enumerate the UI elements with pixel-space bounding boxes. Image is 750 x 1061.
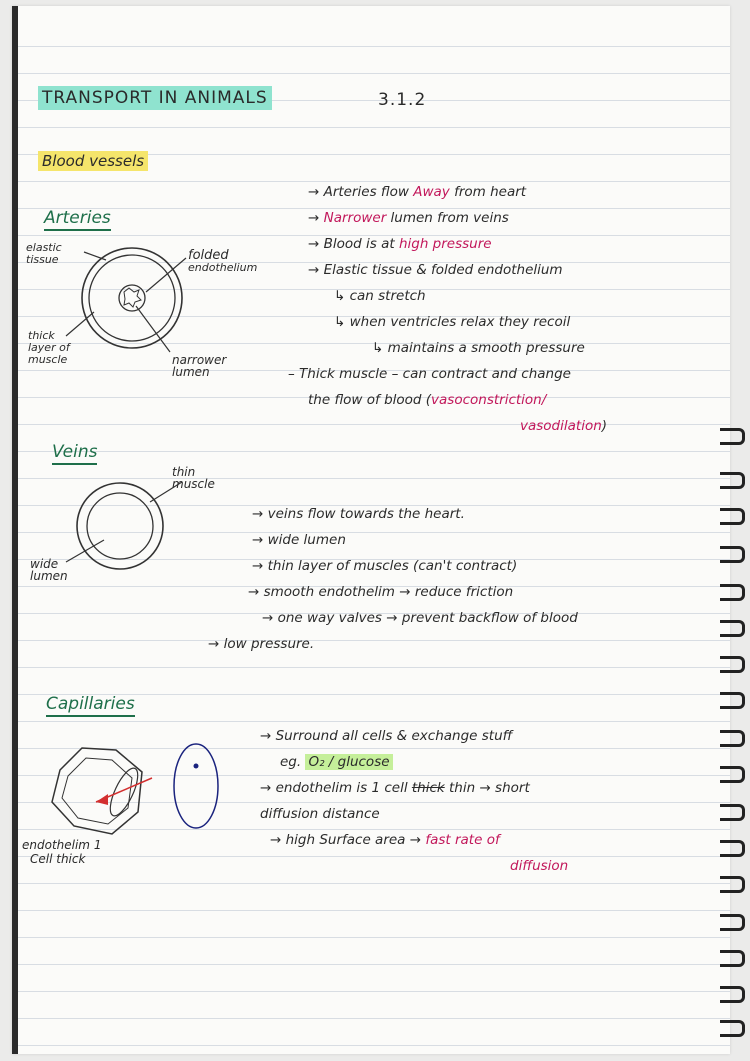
binding-ring <box>720 766 745 783</box>
capillary-note-1: → Surround all cells & exchange stuff <box>260 728 513 744</box>
label-thick-muscle: thick layer of muscle <box>28 329 70 366</box>
binding-ring <box>720 428 745 445</box>
capillary-note-4: diffusion distance <box>260 806 380 822</box>
heading-arteries: Arteries <box>44 208 111 228</box>
label-thin-muscle: thin muscle <box>172 465 215 491</box>
binding-ring <box>720 986 745 1003</box>
capillary-note-6: diffusion <box>510 858 569 874</box>
binding-ring <box>720 620 745 637</box>
capillary-diagram <box>12 6 732 1056</box>
vein-note-5: → one way valves → prevent backflow of blood <box>262 610 578 626</box>
artery-note-6: ↳ when ventricles relax they recoil <box>334 314 571 330</box>
binding-ring <box>720 876 745 893</box>
label-folded-endothelium: folded endothelium <box>188 248 258 274</box>
artery-note-7: ↳ maintains a smooth pressure <box>372 340 585 356</box>
label-wide-lumen: wide lumen <box>30 557 68 583</box>
binding-ring <box>720 656 745 673</box>
vein-note-1: → veins flow towards the heart. <box>252 506 465 522</box>
heading-veins: Veins <box>52 442 97 462</box>
artery-note-4: → Elastic tissue & folded endothelium <box>308 262 563 278</box>
binding-ring <box>720 546 745 563</box>
artery-note-2: → Narrower lumen from veins <box>308 210 509 226</box>
binding-ring <box>720 840 745 857</box>
artery-note-9: the flow of blood (vasoconstriction/ <box>308 392 547 408</box>
vein-note-6: → low pressure. <box>208 636 315 652</box>
artery-note-5: ↳ can stretch <box>334 288 426 304</box>
binding-ring <box>720 1020 745 1037</box>
label-narrower-lumen: narrower lumen <box>172 353 227 379</box>
label-elastic-tissue: elastic tissue <box>26 241 62 266</box>
binding-ring <box>720 730 745 747</box>
label-endothelium-capillary: endothelim 1 Cell thick <box>22 838 102 866</box>
binding-ring <box>720 584 745 601</box>
binding-ring <box>720 804 745 821</box>
capillary-note-5: → high Surface area → fast rate of <box>270 832 500 848</box>
capillary-note-2: eg. O₂ / glucose <box>280 754 393 770</box>
binding-ring <box>720 914 745 931</box>
vein-note-3: → thin layer of muscles (can't contract) <box>252 558 518 574</box>
binding-ring <box>720 472 745 489</box>
artery-note-3: → Blood is at high pressure <box>308 236 492 252</box>
binding-ring <box>720 692 745 709</box>
capillary-note-3: → endothelim is 1 cell thick thin → short <box>260 780 530 796</box>
spec-code: 3.1.2 <box>378 90 427 110</box>
vein-note-2: → wide lumen <box>252 532 346 548</box>
artery-note-10: vasodilation) <box>520 418 608 434</box>
section-blood-vessels: Blood vessels <box>38 152 148 170</box>
artery-note-8: – Thick muscle – can contract and change <box>288 366 571 382</box>
artery-note-1: → Arteries flow Away from heart <box>308 184 527 200</box>
page-title: TRANSPORT IN ANIMALS <box>38 88 272 108</box>
notebook-page <box>12 6 730 1054</box>
binding-ring <box>720 950 745 967</box>
vein-note-4: → smooth endothelim → reduce friction <box>248 584 514 600</box>
binding-ring <box>720 508 745 525</box>
heading-capillaries: Capillaries <box>46 694 135 714</box>
